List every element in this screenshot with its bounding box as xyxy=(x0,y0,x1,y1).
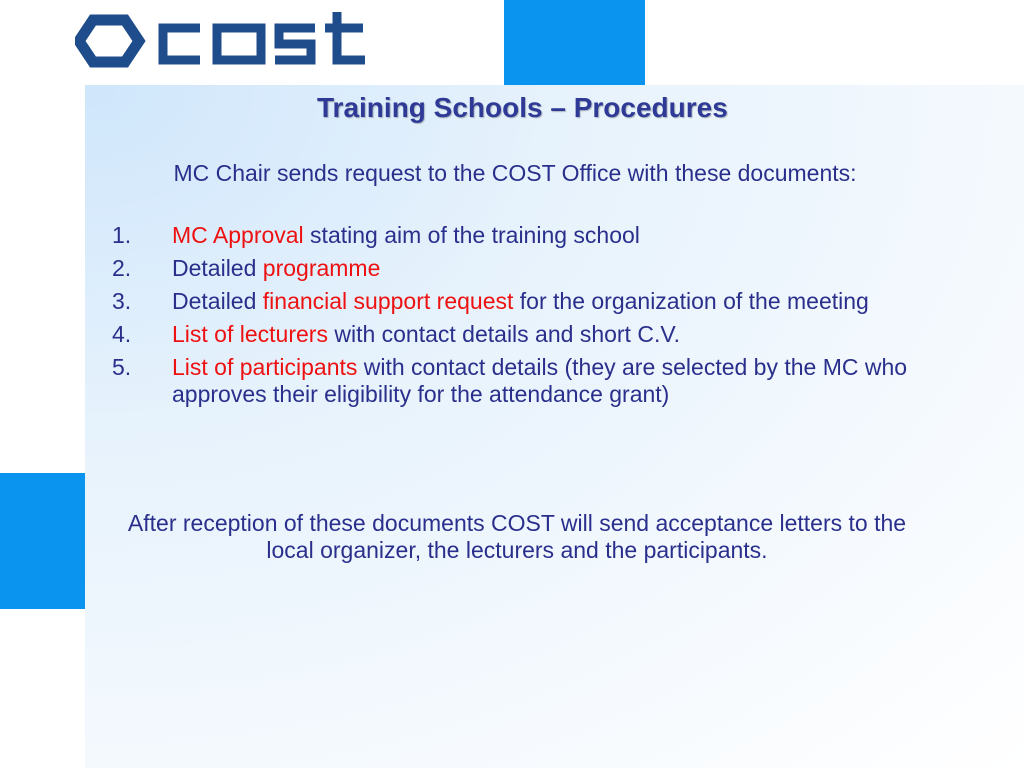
cost-logo xyxy=(75,10,370,72)
slide-background xyxy=(85,85,1024,768)
list-item: 3. Detailed financial support request for the organization of the meeting xyxy=(112,288,869,314)
list-number: 5. xyxy=(112,354,132,380)
highlight-text: MC Approval xyxy=(172,222,304,248)
list-number: 1. xyxy=(112,222,132,248)
highlight-text: List of participants xyxy=(172,354,358,380)
list-item: 4. List of lecturers with contact details and short C.V. xyxy=(112,321,680,347)
list-number: 3. xyxy=(112,288,132,314)
highlight-text: List of lecturers xyxy=(172,321,328,347)
list-item: 2. Detailed programme xyxy=(112,255,381,281)
list-item: 5. List of participants with contact details (they are selected by the MC who approves their eligibility for the attendance grant) xyxy=(112,354,908,407)
list-number: 4. xyxy=(112,321,132,347)
decor-block-top xyxy=(504,0,645,85)
intro-text: MC Chair sends request to the COST Office with these documents: xyxy=(173,160,857,186)
list-item: 1. MC Approval stating aim of the training school xyxy=(112,222,640,248)
cost-logo-mark-icon xyxy=(79,20,139,62)
highlight-text: programme xyxy=(262,255,381,281)
highlight-text: financial support request xyxy=(262,288,514,314)
document-list xyxy=(112,222,932,414)
closing-text: After reception of these documents COST will send acceptance letters to the local organizer, the lecturers and the participants. xyxy=(127,510,907,563)
list-number: 2. xyxy=(112,255,132,281)
slide-title: Training Schools – Procedures xyxy=(317,92,728,123)
decor-block-left xyxy=(0,473,85,609)
